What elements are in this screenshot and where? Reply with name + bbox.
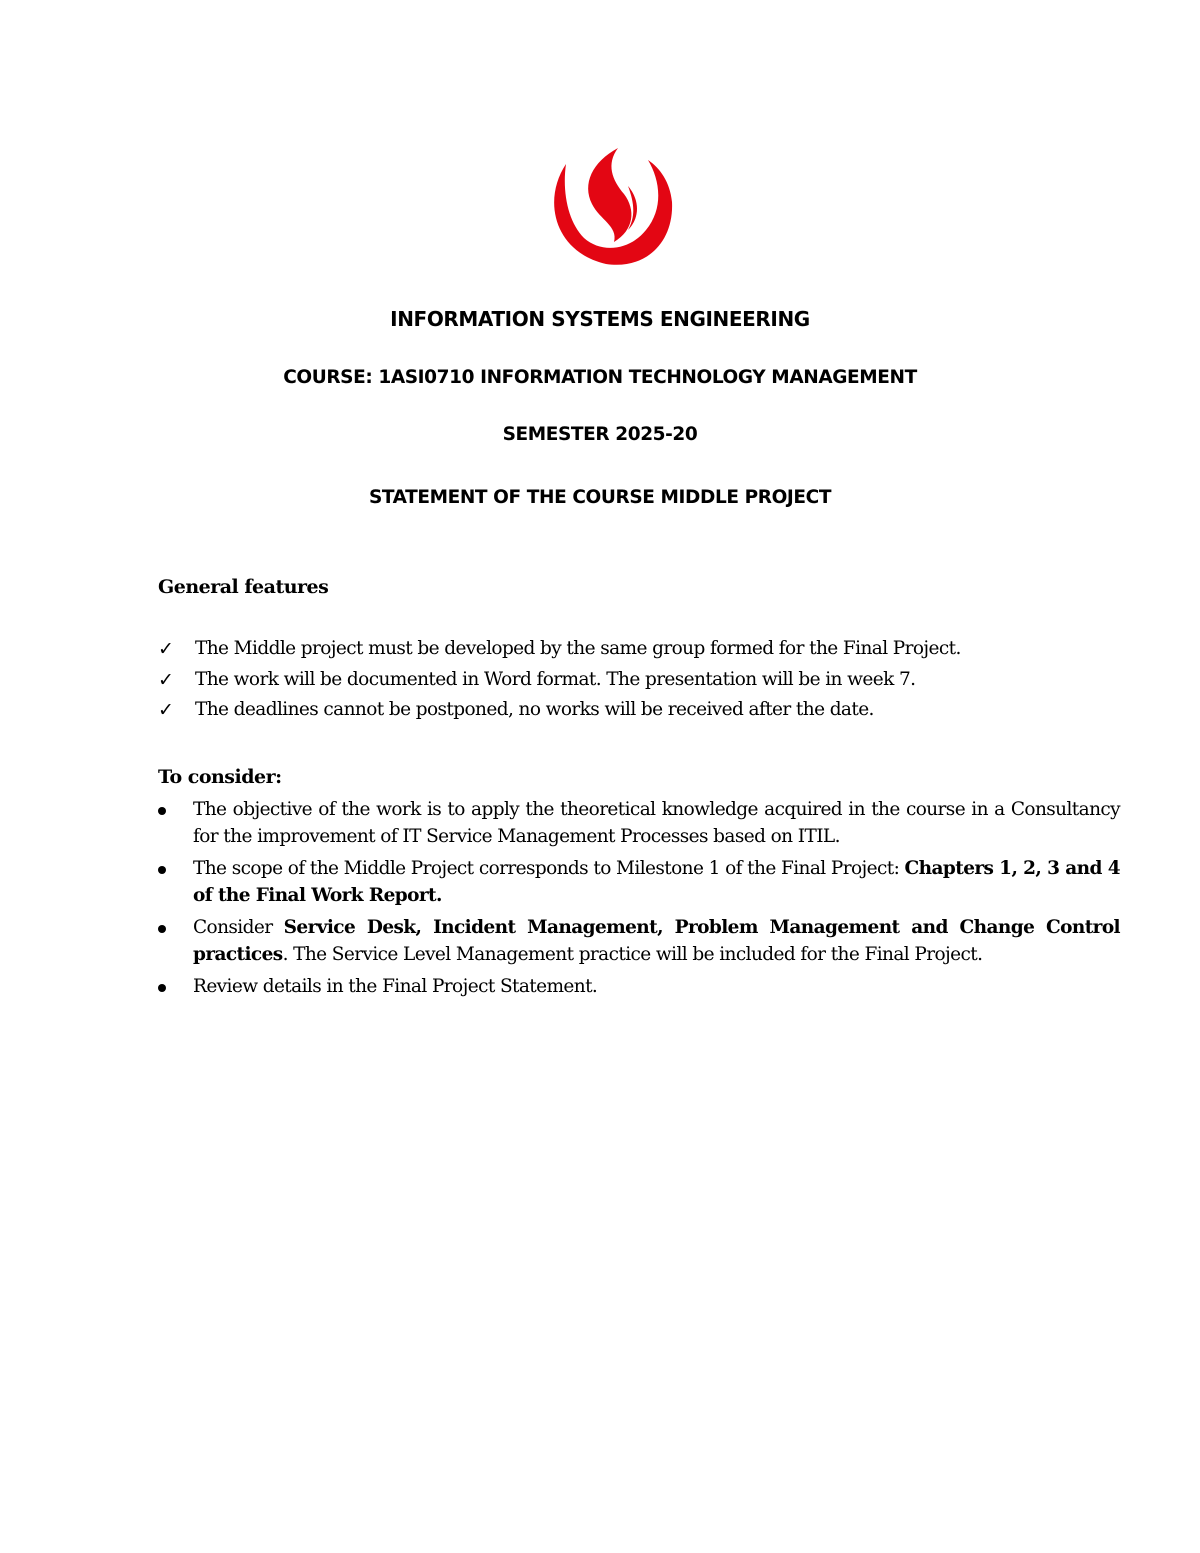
to-consider-list (158, 797, 1120, 1007)
faculty-title: INFORMATION SYSTEMS ENGINEERING (390, 307, 810, 331)
statement-title: STATEMENT OF THE COURSE MIDDLE PROJECT (368, 487, 832, 508)
bullet-icon (158, 925, 166, 933)
list-item (158, 974, 1120, 1001)
list-item (158, 797, 1120, 850)
general-features-list (158, 636, 1058, 728)
general-features-heading: General features (158, 576, 329, 598)
to-consider-heading: To consider: (158, 766, 282, 788)
consider-text: Consider (193, 917, 284, 938)
consider-text: The scope of the Middle Project corresponds to Milestone 1 of the Final Project: (193, 858, 905, 879)
bullet-icon (158, 807, 166, 815)
flame-logo-icon (548, 146, 678, 272)
consider-text: Review details in the Final Project Statement. (193, 976, 598, 997)
list-item (158, 856, 1120, 909)
checkmark-icon: ✓ (158, 699, 174, 721)
consider-text: . The Service Level Management practice will be included for the Final Project. (282, 943, 983, 965)
bullet-icon (158, 866, 166, 874)
list-item (158, 667, 1058, 698)
feature-text: The Middle project must be developed by the same group formed for the Final Project. (195, 638, 961, 659)
feature-text: The work will be documented in Word format. The presentation will be in week 7. (195, 668, 916, 690)
course-title: COURSE: 1ASI0710 INFORMATION TECHNOLOGY MANAGEMENT (283, 367, 917, 388)
consider-text: The objective of the work is to apply the theoretical knowledge acquired in the course in a Consultancy for the improvement of IT Service Management Processes based on ITIL. (193, 799, 1120, 847)
consider-bold-text: Chapters 1, 2, 3 and 4 of the Final Work Report. (193, 858, 1120, 906)
list-item (158, 915, 1120, 968)
feature-text: The deadlines cannot be postponed, no works will be received after the date. (195, 699, 874, 720)
bullet-icon (158, 984, 166, 992)
checkmark-icon: ✓ (158, 668, 174, 691)
list-item (158, 697, 1058, 728)
consider-bold-text: Service Desk, Incident Management, Problem Management and Change Control practices (193, 917, 1120, 965)
semester-title: SEMESTER 2025-20 (502, 424, 698, 445)
list-item (158, 636, 1058, 667)
checkmark-icon: ✓ (158, 638, 174, 660)
